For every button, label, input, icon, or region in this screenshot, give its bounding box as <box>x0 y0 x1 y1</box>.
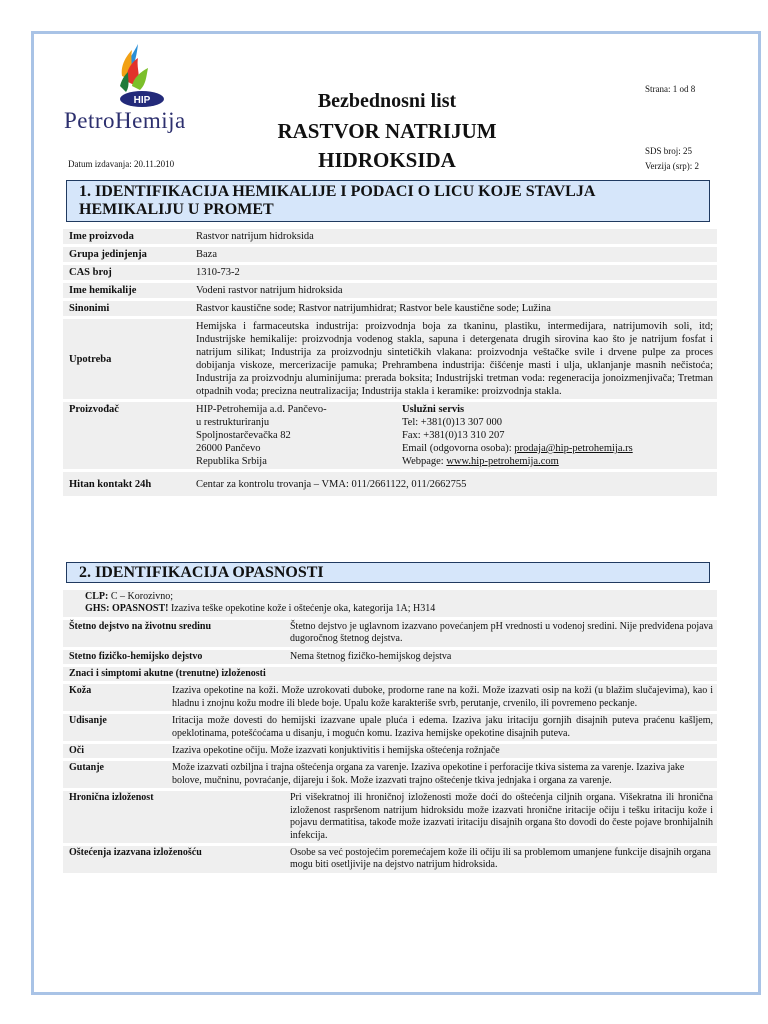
row-value: Osobe sa već postojećim poremećajem kože ili očiju ili sa problemom umanjene funkcije disajnih organa mogu biti osetljivije na dejstvo natrijum hidroksida. <box>284 846 717 873</box>
clp-value: C – Korozivno; <box>110 591 174 602</box>
row-label: Ime hemikalije <box>63 283 190 298</box>
web-link[interactable]: www.hip-petrohemija.com <box>446 456 559 467</box>
table-row <box>63 791 717 843</box>
ghs-label: GHS: OPASNOST! <box>85 603 169 615</box>
row-label: Sinonimi <box>63 301 190 316</box>
service-phone: Tel: +381(0)13 307 000 <box>402 417 502 428</box>
address-line: u restrukturiranju <box>196 417 270 428</box>
page-number: Strana: 1 od 8 <box>645 84 696 94</box>
service-email-row <box>402 442 713 455</box>
row-value: Izaziva opekotine očiju. Može izazvati konjuktivitis i hemijska oštećenja rožnjače <box>166 744 717 758</box>
table-row <box>63 247 717 262</box>
email-label: Email (odgovorna osoba): <box>402 443 512 454</box>
ghs-line <box>85 603 713 615</box>
row-value: Hemijska i farmaceutska industrija: proizvodnja boja za tkaninu, plastiku, intermedijara, natrijumovih soli, itd; Industrijske hemikalije: proizvodnja vodenog stakla, sapuna i detergenata drugih sirovina kao što je natrijum fosfat i natrijum silikat; Industrija za proizvodnju sintetičkih vlakana: proizvodnja veštačke svile i drvene pulpe za proces dobijanja viskoze, mercerizacije pamuka; Prehrambena industrija: čišćenje masti i ulja, uklanjanje masnih nečistoća; Industrija za proizvodnju aluminijuma: prerada boksita; Industrijski tretman voda: regeneracija jonoizmenjivača; Tretman otpadnih voda; precizna neutralizacija; Industrija stakla i keramike: proizvodnja stakla. <box>190 319 717 399</box>
row-value: Može izazvati ozbiljna i trajna oštećenja organa za varenje. Izaziva opekotine i perforacije tkiva sistema za varenje. Izaziva jake bolove, mučninu, povraćanje, dijareju i šok. Može izazvati trajno oštećenje tkiva jednjaka i organa za varenje. <box>166 761 717 788</box>
issue-date: Datum izdavanja: 20.11.2010 <box>68 159 175 169</box>
row-label: Proizvođač <box>63 402 190 469</box>
row-value: Nema štetnog fizičko-hemijskog dejstva <box>284 650 717 664</box>
product-title-line2: HIDROKSIDA <box>318 148 456 172</box>
row-label: Hitan kontakt 24h <box>63 472 190 496</box>
row-value: 1310-73-2 <box>190 265 717 280</box>
row-value: Rastvor kaustične sode; Rastvor natrijumhidrat; Rastvor bele kaustične sode; Lužina <box>190 301 717 316</box>
clp-label: CLP: <box>85 591 109 602</box>
row-value: Pri višekratnoj ili hroničnoj izloženosti može doći do oštećenja ciljnih organa. Višekratna ili hronična izloženost raspršenom natrijum hidroksidu može izazvati hronične iritacije očiju i tešku iritaciju kože i pojavu dermatitisa, takođe može izazvati iritaciju disajnih organa što dovodi do česte pojave bronhijalnih infekcija. <box>284 791 717 843</box>
row-label: Hronična izloženost <box>63 791 284 843</box>
symptoms-heading: Znaci i simptomi akutne (trenutne) izloženosti <box>63 667 717 681</box>
section-2-table <box>63 587 717 876</box>
row-label: Koža <box>63 684 166 711</box>
row-value: Rastvor natrijum hidroksida <box>190 229 717 244</box>
table-row <box>63 472 717 496</box>
row-value: Vodeni rastvor natrijum hidroksida <box>190 283 717 298</box>
row-value: Izaziva opekotine na koži. Može uzrokovati duboke, prodorne rane na koži. Može izazvati osip na koži (u blažim slučajevima), kao i hladnu i znojnu kožu modre ili blede boje. Upalu kože karakteriše svrb, perutanje, crvenilo, ili povremeno peckanje. <box>166 684 717 711</box>
clp-line <box>85 591 713 603</box>
table-row <box>63 846 717 873</box>
service-web-row <box>402 455 713 468</box>
product-title-line1: RASTVOR NATRIJUM <box>277 119 497 143</box>
table-row <box>63 283 717 298</box>
row-label: Grupa jedinjenja <box>63 247 190 262</box>
table-row <box>63 714 717 741</box>
table-row <box>63 650 717 664</box>
row-label: Gutanje <box>63 761 166 788</box>
customer-service <box>396 402 717 469</box>
document-title: Bezbednosni list <box>317 90 457 112</box>
version-number: Verzija (srp): 2 <box>645 161 699 171</box>
row-label: Upotreba <box>63 319 190 399</box>
table-row <box>63 319 717 399</box>
table-row <box>63 761 717 788</box>
manufacturer-address <box>190 402 396 469</box>
address-line: 26000 Pančevo <box>196 443 261 454</box>
table-row <box>63 620 717 647</box>
email-link[interactable]: prodaja@hip-petrohemija.rs <box>514 443 633 454</box>
section-2-heading: 2. IDENTIFIKACIJA OPASNOSTI <box>66 562 710 583</box>
row-label: CAS broj <box>63 265 190 280</box>
web-label: Webpage: <box>402 456 444 467</box>
row-label: Udisanje <box>63 714 166 741</box>
row-label: Oči <box>63 744 166 758</box>
table-row <box>63 229 717 244</box>
sds-number: SDS broj: 25 <box>645 146 693 156</box>
table-row <box>63 744 717 758</box>
row-label: Oštećenja izazvana izloženošću <box>63 846 284 873</box>
row-value: Štetno dejstvo je uglavnom izazvano povećanjem pH vrednosti u vodenoj sredini. Nije predviđena pojava dugoročnog štetnog dejstva. <box>284 620 717 647</box>
row-value: Centar za kontrolu trovanja – VMA: 011/2661122, 011/2662755 <box>190 472 717 496</box>
table-row <box>63 684 717 711</box>
svg-text:HIP: HIP <box>133 95 151 106</box>
table-row <box>63 265 717 280</box>
table-row <box>63 590 717 617</box>
address-line: HIP-Petrohemija a.d. Pančevo- <box>196 404 327 415</box>
row-value: Baza <box>190 247 717 262</box>
row-label: Štetno dejstvo na životnu sredinu <box>63 620 284 647</box>
classification-cell <box>63 590 717 617</box>
row-label: Stetno fizičko-hemijsko dejstvo <box>63 650 284 664</box>
row-value: Iritacija može dovesti do hemijski izazvane upale pluća i edema. Izaziva jaku iritaciju gornjih disajnih puteva praćenu kašljem, opeklotinama, potešćoćama u disanju, i mogućn komu. Izaziva hemijske opekotine disajnih puteva. <box>166 714 717 741</box>
address-line: Spoljnostarčevačka 82 <box>196 430 291 441</box>
section-1-heading: 1. IDENTIFIKACIJA HEMIKALIJE I PODACI O LICU KOJE STAVLJA HEMIKALIJU U PROMET <box>66 180 710 222</box>
service-title: Uslužni servis <box>402 404 465 415</box>
section-1-table <box>63 226 717 499</box>
service-fax: Fax: +381(0)13 310 207 <box>402 430 505 441</box>
table-row <box>63 667 717 681</box>
table-row <box>63 301 717 316</box>
address-line: Republika Srbija <box>196 456 267 467</box>
logo-wordmark: PetroHemija <box>64 108 186 133</box>
table-row <box>63 402 717 469</box>
ghs-value: Izaziva teške opekotine kože i oštećenje oka, kategorija 1A; H314 <box>170 603 436 615</box>
row-label: Ime proizvoda <box>63 229 190 244</box>
